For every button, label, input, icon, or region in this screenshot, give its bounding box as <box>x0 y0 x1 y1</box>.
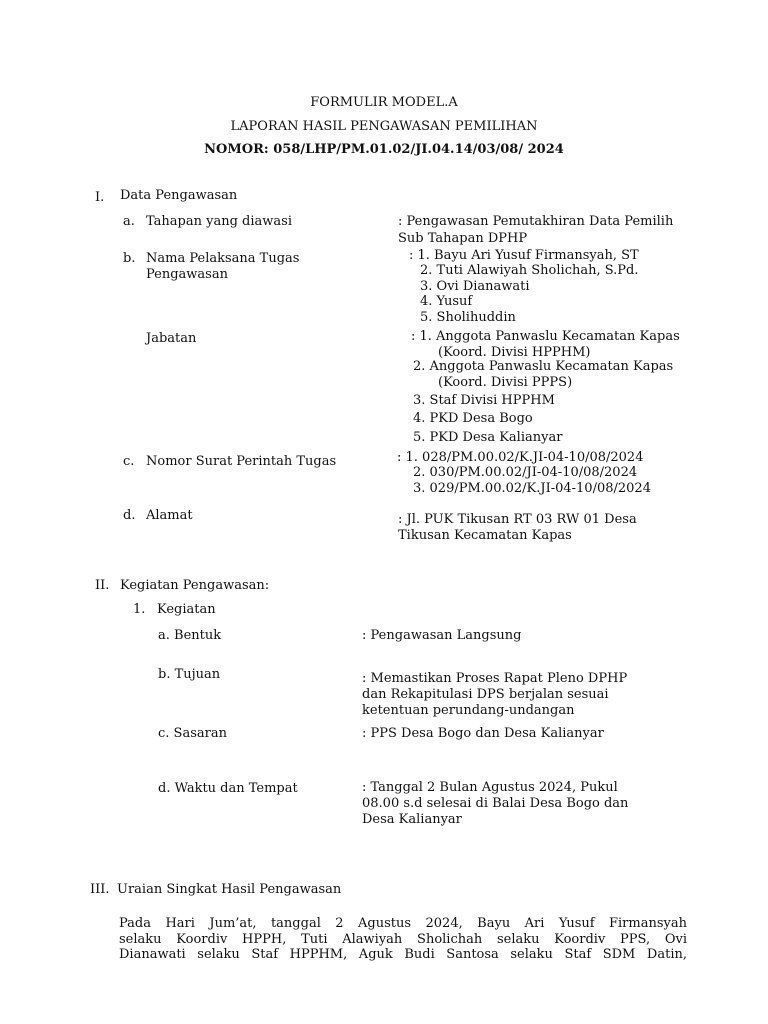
officer-name-1: : 1. Bayu Ari Yusuf Firmansyah, ST <box>409 248 639 263</box>
item-a-label: Tahapan yang diawasi <box>146 214 292 229</box>
item-a-value-line1: : Pengawasan Pemutakhiran Data Pemilih <box>398 214 674 229</box>
jabatan-4: 4. PKD Desa Bogo <box>413 411 533 426</box>
address-line1: : Jl. PUK Tikusan RT 03 RW 01 Desa <box>398 512 637 527</box>
item-a-marker: a. <box>123 214 135 229</box>
jabatan-1: : 1. Anggota Panwaslu Kecamatan Kapas <box>411 329 680 344</box>
form-model-title: FORMULIR MODEL.A <box>310 95 458 110</box>
sasaran-value: : PPS Desa Bogo dan Desa Kalianyar <box>362 726 604 741</box>
tujuan-value-line2: dan Rekapitulasi DPS berjalan sesuai <box>362 687 609 702</box>
officer-name-2: 2. Tuti Alawiyah Sholichah, S.Pd. <box>420 263 639 278</box>
section3-number: III. <box>90 882 110 897</box>
item-b-label-line1: Nama Pelaksana Tugas <box>146 251 300 266</box>
officer-name-3: 3. Ovi Dianawati <box>420 279 530 294</box>
address-line2: Tikusan Kecamatan Kapas <box>398 528 572 543</box>
jabatan-5: 5. PKD Desa Kalianyar <box>413 430 563 445</box>
report-number: NOMOR: 058/LHP/PM.01.02/JI.04.14/03/08/ 2024 <box>204 142 564 157</box>
item-d-label: Alamat <box>146 508 193 523</box>
activity-title: Kegiatan <box>157 602 216 617</box>
summary-line-1: Pada Hari Jum’at, tanggal 2 Agustus 2024, Bayu Ari Yusuf Firmansyah <box>119 916 687 931</box>
item-b-marker: b. <box>123 251 136 266</box>
bentuk-value: : Pengawasan Langsung <box>362 628 522 643</box>
item-c-marker: c. <box>123 454 135 469</box>
task-order-1: : 1. 028/PM.00.02/K.JI-04-10/08/2024 <box>397 450 644 465</box>
task-order-2: 2. 030/PM.00.02/JI-04-10/08/2024 <box>413 465 638 480</box>
item-a-value-line2: Sub Tahapan DPHP <box>398 231 528 246</box>
waktu-value-line2: 08.00 s.d selesai di Balai Desa Bogo dan <box>362 796 629 811</box>
waktu-value-line3: Desa Kalianyar <box>362 812 462 827</box>
report-title: LAPORAN HASIL PENGAWASAN PEMILIHAN <box>230 119 538 134</box>
jabatan-3: 3. Staf Divisi HPPHM <box>413 393 555 408</box>
section2-title: Kegiatan Pengawasan: <box>120 578 270 593</box>
jabatan-2: 2. Anggota Panwaslu Kecamatan Kapas <box>413 359 674 374</box>
activity-number: 1. <box>133 602 146 617</box>
summary-line-2: selaku Koordiv HPPH, Tuti Alawiyah Sholichah selaku Koordiv PPS, Ovi <box>119 932 687 947</box>
item-d-marker: d. <box>123 508 136 523</box>
section1-number: I. <box>95 190 105 205</box>
summary-line-3: Dianawati selaku Staf HPPHM, Aguk Budi Santosa selaku Staf SDM Datin, <box>119 947 687 962</box>
tujuan-label: b. Tujuan <box>158 667 221 682</box>
bentuk-label: a. Bentuk <box>158 628 222 643</box>
sasaran-label: c. Sasaran <box>158 726 227 741</box>
task-order-3: 3. 029/PM.00.02/K.JI-04-10/08/2024 <box>413 481 651 496</box>
item-c-label: Nomor Surat Perintah Tugas <box>146 454 337 469</box>
section2-number: II. <box>95 578 110 593</box>
item-b-label-line2: Pengawasan <box>146 267 228 282</box>
jabatan-label: Jabatan <box>146 331 197 346</box>
tujuan-value-line3: ketentuan perundang-undangan <box>362 703 575 718</box>
section1-title: Data Pengawasan <box>120 188 238 203</box>
section3-title: Uraian Singkat Hasil Pengawasan <box>117 882 342 897</box>
officer-name-5: 5. Sholihuddin <box>420 310 516 325</box>
officer-name-4: 4. Yusuf <box>420 294 473 309</box>
waktu-label: d. Waktu dan Tempat <box>158 781 298 796</box>
jabatan-1-detail: (Koord. Divisi HPPHM) <box>438 345 591 360</box>
tujuan-value-line1: : Memastikan Proses Rapat Pleno DPHP <box>362 671 628 686</box>
jabatan-2-detail: (Koord. Divisi PPPS) <box>438 375 573 390</box>
waktu-value-line1: : Tanggal 2 Bulan Agustus 2024, Pukul <box>362 780 618 795</box>
